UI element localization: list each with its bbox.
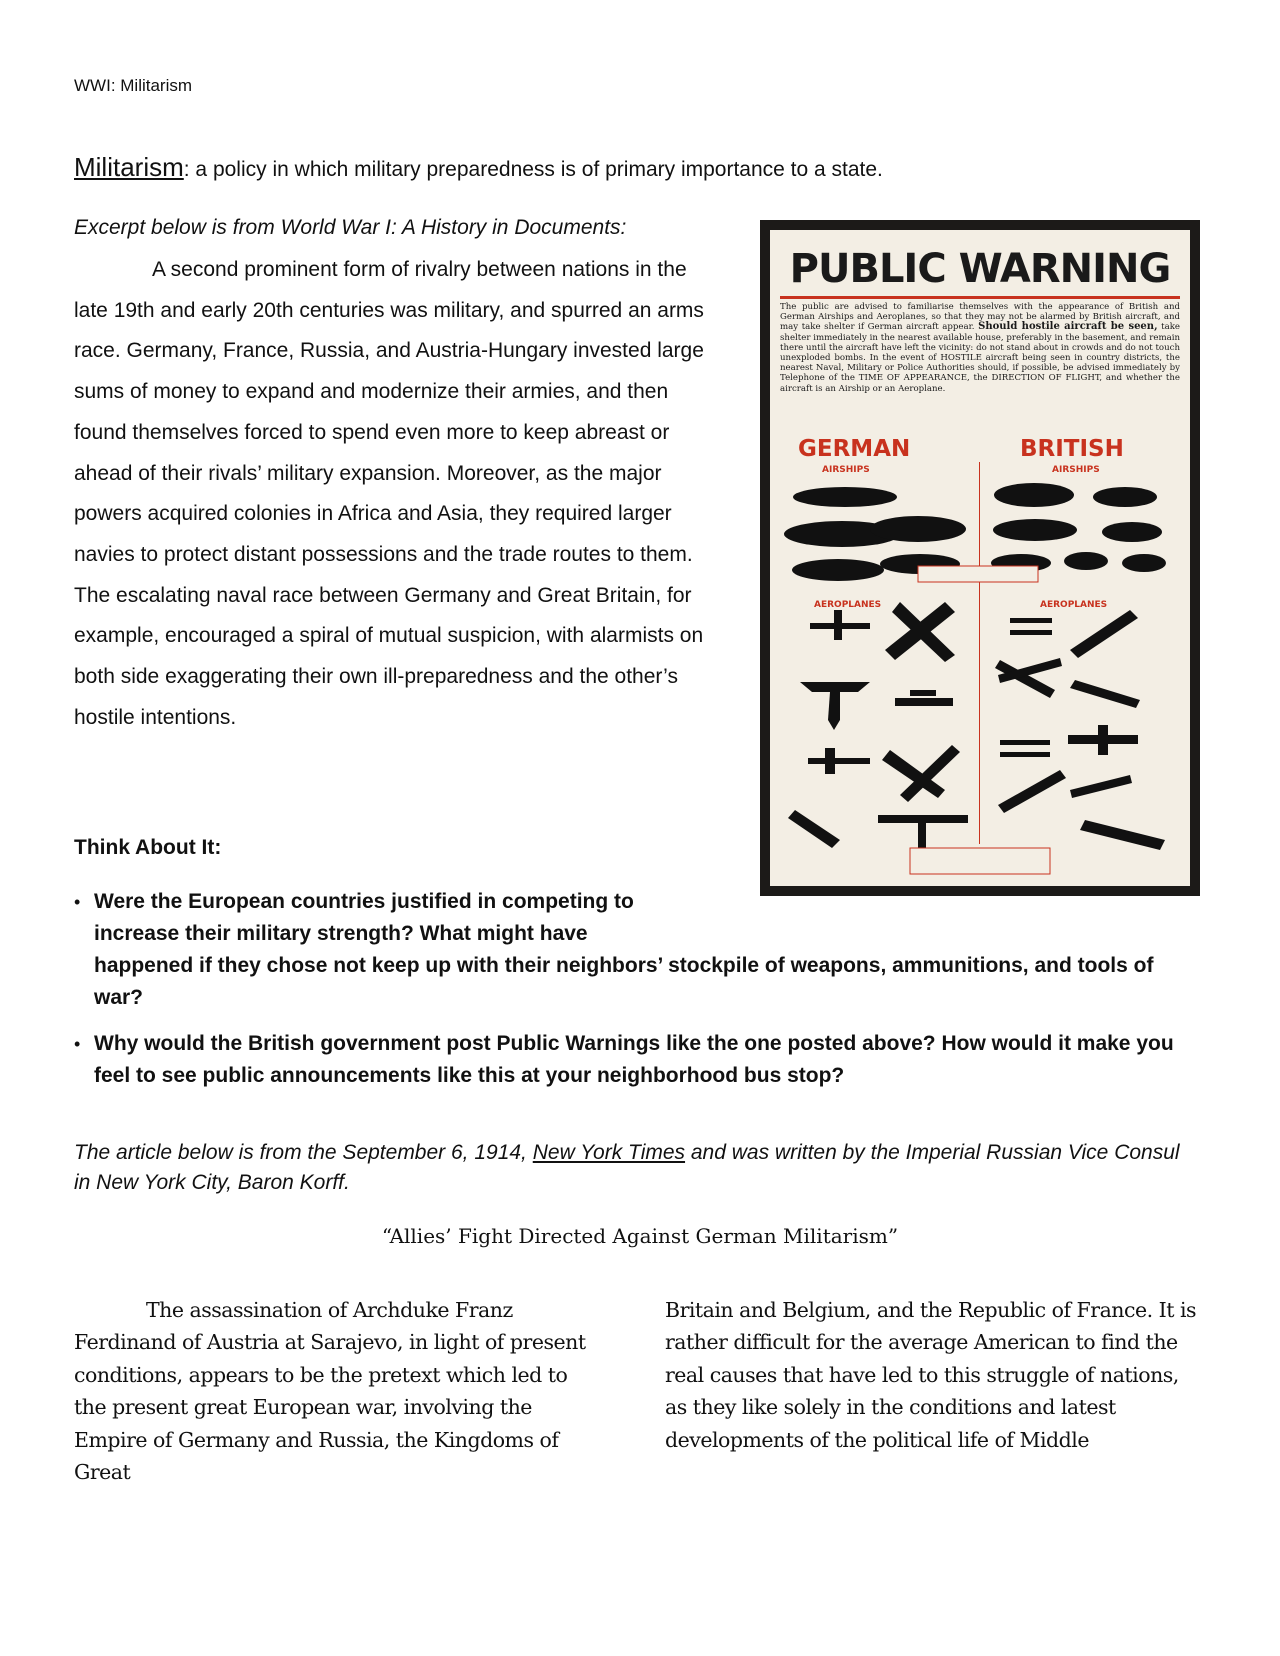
british-airship-1	[994, 483, 1074, 507]
poster-notice-3: In the event of HOSTILE aircraft being seen in country districts, the nearest Naval, Military or Police Authorities should, if possible, be advised immediately by Telephone of the TIME OF APPEARANCE, the DIRECTION OF FLIGHT, and whether the aircraft is an Airship or an Aeroplane.	[780, 353, 1180, 394]
poster-british-airships-label: AIRSHIPS	[1052, 465, 1100, 475]
question-1	[74, 886, 1174, 1014]
question-1-part-1: • Were the European countries justified in competing to increase their military strength? What might have	[94, 890, 634, 945]
poster-german-aeroplanes-label: AEROPLANES	[814, 600, 882, 610]
german-airship-3	[870, 516, 966, 542]
british-plane-9	[1080, 820, 1165, 850]
question-list	[74, 886, 1174, 1092]
question-1-text	[94, 886, 1174, 1014]
german-plane-5-wing	[825, 748, 835, 774]
article-column-left: The assassination of Archduke Franz Ferdinand of Austria at Sarajevo, in light of present conditions, appears to be the pretext which led to the present great European war, involving the Empire of Germany and Russia, the Kingdoms of Great	[74, 1298, 586, 1485]
german-plane-5	[808, 758, 870, 764]
british-plane-1-lower	[1010, 630, 1052, 635]
poster-title: PUBLIC WARNING	[789, 246, 1171, 292]
poster-notice-1: The public are advised to familiarise themselves with the appearance of British and German Airships and Aeroplanes, so that they may not be alarmed by British aircraft, and may take shelter if German aircraft appear.	[780, 302, 1180, 333]
british-plane-4	[1070, 680, 1140, 708]
german-plane-3-tail	[828, 692, 840, 730]
german-plane-4-wing	[910, 690, 936, 696]
german-airship-4	[792, 559, 884, 581]
question-1-part-2: happened if they chose not keep up with their neighbors’ stockpile of weapons, ammunitions, and tools of war?	[94, 954, 1154, 1009]
article-intro-paper: New York Times	[532, 1141, 686, 1164]
definition-term: Militarism	[74, 152, 184, 182]
british-airship-3	[993, 519, 1077, 541]
british-plane-2	[1070, 610, 1138, 658]
british-plane-6-body	[1098, 725, 1108, 755]
poster-notice-bold: Should hostile aircraft be seen,	[978, 321, 1158, 333]
german-airship-1	[793, 487, 897, 507]
page-header-label: WWI: Militarism	[74, 76, 193, 95]
german-plane-4	[895, 698, 953, 706]
excerpt-intro: Excerpt below is from World War I: A History in Documents:	[74, 216, 627, 239]
british-plane-5-lower	[1000, 752, 1050, 757]
question-2-text: Why would the British government post Public Warnings like the one posted above? How would it make you feel to see public announcements like this at your neighborhood bus stop?	[94, 1032, 1174, 1087]
definition-text: : a policy in which military preparedness is of primary importance to a state.	[183, 158, 883, 181]
excerpt-body: A second prominent form of rivalry between nations in the late 19th and early 20th centuries was military, and spurred an arms race. Germany, France, Russia, and Austria-Hungary invested large sums of money to expand and modernize their armies, and then found themselves forced to spend even more to keep abreast or ahead of their rivals’ military expansion. Moreover, as the major powers acquired colonies in Africa and Asia, they required larger navies to protect distant possessions and the trade routes to them. The escalating naval race between Germany and Great Britain, for example, encouraged a spiral of mutual suspicion, with alarmists on both side exaggerating their own ill-preparedness and the other’s hostile intentions.	[74, 258, 704, 729]
poster-footer-note	[910, 848, 1050, 874]
poster-center-note	[918, 566, 1038, 582]
german-plane-3	[800, 682, 870, 692]
article-intro-before: The article below is from the September 6, 1914,	[74, 1141, 533, 1164]
british-plane-1	[1010, 618, 1052, 623]
article-intro-after: and was written by the Imperial Russian Vice Consul in New York City, Baron Korff.	[74, 1141, 1180, 1194]
british-plane-7	[998, 770, 1066, 813]
british-airship-6	[1064, 552, 1108, 570]
german-plane-7	[788, 810, 840, 848]
british-airship-4	[1102, 522, 1162, 542]
definition	[74, 152, 883, 183]
german-plane-1-wing	[834, 610, 842, 640]
british-airship-7	[1122, 554, 1166, 572]
aircraft-silhouettes-illustration	[770, 230, 1190, 886]
british-plane-5	[1000, 740, 1050, 745]
article-column-right: Britain and Belgium, and the Republic of France. It is rather difficult for the average American to find the real causes that have led to this struggle of nations, as they like solely in the conditions and latest developments of the political life of Middle	[665, 1298, 1197, 1452]
british-plane-8	[1070, 775, 1132, 798]
question-2	[74, 1028, 1174, 1092]
british-airship-2	[1093, 487, 1157, 507]
article-title: “Allies’ Fight Directed Against German Militarism”	[381, 1224, 899, 1248]
poster-german-heading: GERMAN	[798, 436, 911, 462]
poster-british-aeroplanes-label: AEROPLANES	[1040, 600, 1108, 610]
poster-british-heading: BRITISH	[1020, 436, 1124, 462]
article-intro	[74, 1138, 1194, 1198]
poster-german-airships-label: AIRSHIPS	[822, 465, 870, 475]
think-about-it-heading: Think About It:	[74, 836, 222, 859]
german-plane-8	[878, 815, 968, 823]
public-warning-poster	[760, 220, 1200, 896]
poster-paper	[770, 230, 1190, 886]
poster-notice-2: take shelter immediately in the nearest available house, preferably in the basement, and remain there until the aircraft have left the vicinity: do not stand about in crowds and do not touch unexploded bombs.	[780, 322, 1181, 364]
